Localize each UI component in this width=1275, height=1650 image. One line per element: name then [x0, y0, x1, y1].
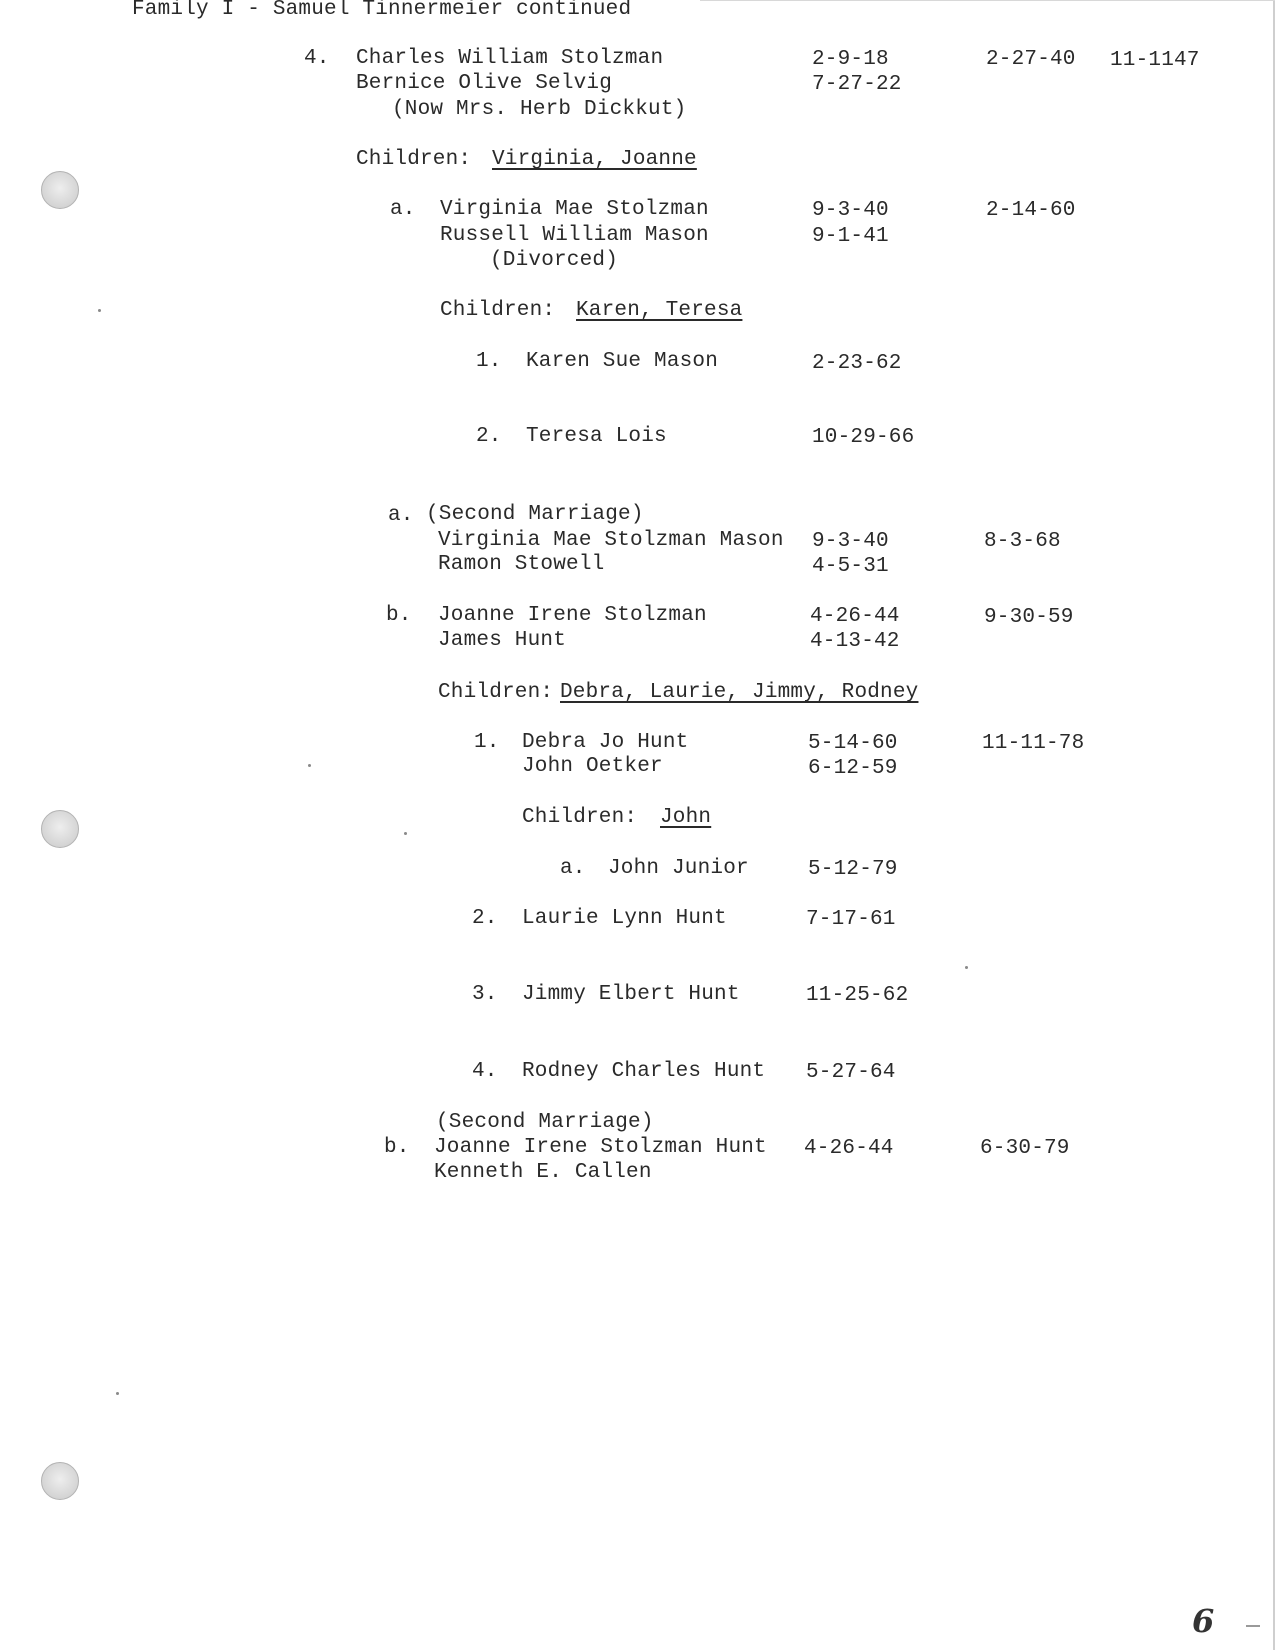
spouse-birth-date: 9-1-41 — [812, 225, 889, 248]
person-name: Teresa Lois — [526, 425, 667, 448]
marriage-note: (Second Marriage) — [436, 1111, 654, 1134]
marriage-date: 2-14-60 — [986, 199, 1076, 222]
spouse-name: Bernice Olive Selvig — [356, 72, 613, 95]
person-name: Debra Jo Hunt — [522, 731, 689, 754]
marriage-date: 9-30-59 — [984, 606, 1074, 629]
scan-speck — [308, 764, 311, 767]
birth-date: 4-26-44 — [804, 1137, 894, 1160]
spouse-name: Kenneth E. Callen — [434, 1161, 652, 1184]
person-name: Karen Sue Mason — [526, 350, 719, 373]
entry-letter: b. — [384, 1136, 410, 1159]
entry-letter: a. — [390, 198, 416, 221]
person-name: Joanne Irene Stolzman Hunt — [434, 1136, 767, 1159]
spouse-birth-date: 7-27-22 — [812, 73, 902, 96]
spouse-name: John Oetker — [522, 755, 663, 778]
spouse-birth-date: 4-13-42 — [810, 630, 900, 653]
birth-date: 5-27-64 — [806, 1061, 896, 1084]
punch-hole-top — [41, 171, 79, 209]
entry-number: 4. — [472, 1060, 498, 1083]
person-name: Charles William Stolzman — [356, 47, 664, 70]
entry-number: 4. — [304, 47, 330, 70]
person-name: Joanne Irene Stolzman — [438, 604, 707, 627]
birth-date: 11-25-62 — [806, 984, 909, 1007]
spouse-name: Ramon Stowell — [438, 553, 605, 576]
marriage-note: (Divorced) — [490, 249, 619, 272]
marriage-note: (Second Marriage) — [426, 503, 644, 526]
birth-date: 9-3-40 — [812, 199, 889, 222]
children-list: John — [660, 806, 712, 829]
scan-speck — [965, 966, 968, 969]
birth-date: 7-17-61 — [806, 908, 896, 931]
children-label: Children: — [522, 806, 638, 829]
children-label: Children: — [438, 681, 554, 704]
children-label: Children: — [356, 148, 472, 171]
marriage-date: 2-27-40 — [986, 48, 1076, 71]
person-name: Laurie Lynn Hunt — [522, 907, 727, 930]
birth-date: 4-26-44 — [810, 605, 900, 628]
punch-hole-middle — [41, 810, 79, 848]
page-header: Family I - Samuel Tinnermeier continued — [132, 0, 632, 21]
page-mark — [1246, 1625, 1260, 1627]
spouse-name: Russell William Mason — [440, 224, 709, 247]
event-date: 11-1147 — [1110, 49, 1200, 72]
spouse-birth-date: 4-5-31 — [812, 555, 889, 578]
entry-number: 3. — [472, 983, 498, 1006]
marriage-date: 8-3-68 — [984, 530, 1061, 553]
birth-date: 5-14-60 — [808, 732, 898, 755]
birth-date: 10-29-66 — [812, 426, 915, 449]
spouse-name: James Hunt — [438, 629, 567, 652]
children-list: Debra, Laurie, Jimmy, Rodney — [560, 681, 919, 704]
entry-number: 2. — [476, 425, 502, 448]
birth-date: 9-3-40 — [812, 530, 889, 553]
birth-date: 2-23-62 — [812, 352, 902, 375]
entry-number: 1. — [476, 350, 502, 373]
marriage-date: 11-11-78 — [982, 732, 1085, 755]
entry-number: 1. — [474, 731, 500, 754]
scan-speck — [404, 832, 407, 835]
marriage-date: 6-30-79 — [980, 1137, 1070, 1160]
scan-speck — [116, 1392, 119, 1395]
birth-date: 2-9-18 — [812, 48, 889, 71]
spouse-note: (Now Mrs. Herb Dickkut) — [392, 98, 687, 121]
children-list: Virginia, Joanne — [492, 148, 697, 171]
punch-hole-bottom — [41, 1462, 79, 1500]
entry-number: 2. — [472, 907, 498, 930]
entry-letter: b. — [386, 604, 412, 627]
entry-letter: a. — [388, 504, 414, 527]
children-label: Children: — [440, 299, 556, 322]
scan-speck — [98, 309, 101, 312]
person-name: Virginia Mae Stolzman — [440, 198, 709, 221]
person-name: Rodney Charles Hunt — [522, 1060, 766, 1083]
person-name: John Junior — [608, 857, 749, 880]
spouse-birth-date: 6-12-59 — [808, 757, 898, 780]
birth-date: 5-12-79 — [808, 858, 898, 881]
page-edge-top — [700, 0, 1275, 1]
page-number: 6 — [1192, 1602, 1215, 1640]
entry-letter: a. — [560, 857, 586, 880]
children-list: Karen, Teresa — [576, 299, 743, 322]
person-name: Jimmy Elbert Hunt — [522, 983, 740, 1006]
person-name: Virginia Mae Stolzman Mason — [438, 529, 784, 552]
